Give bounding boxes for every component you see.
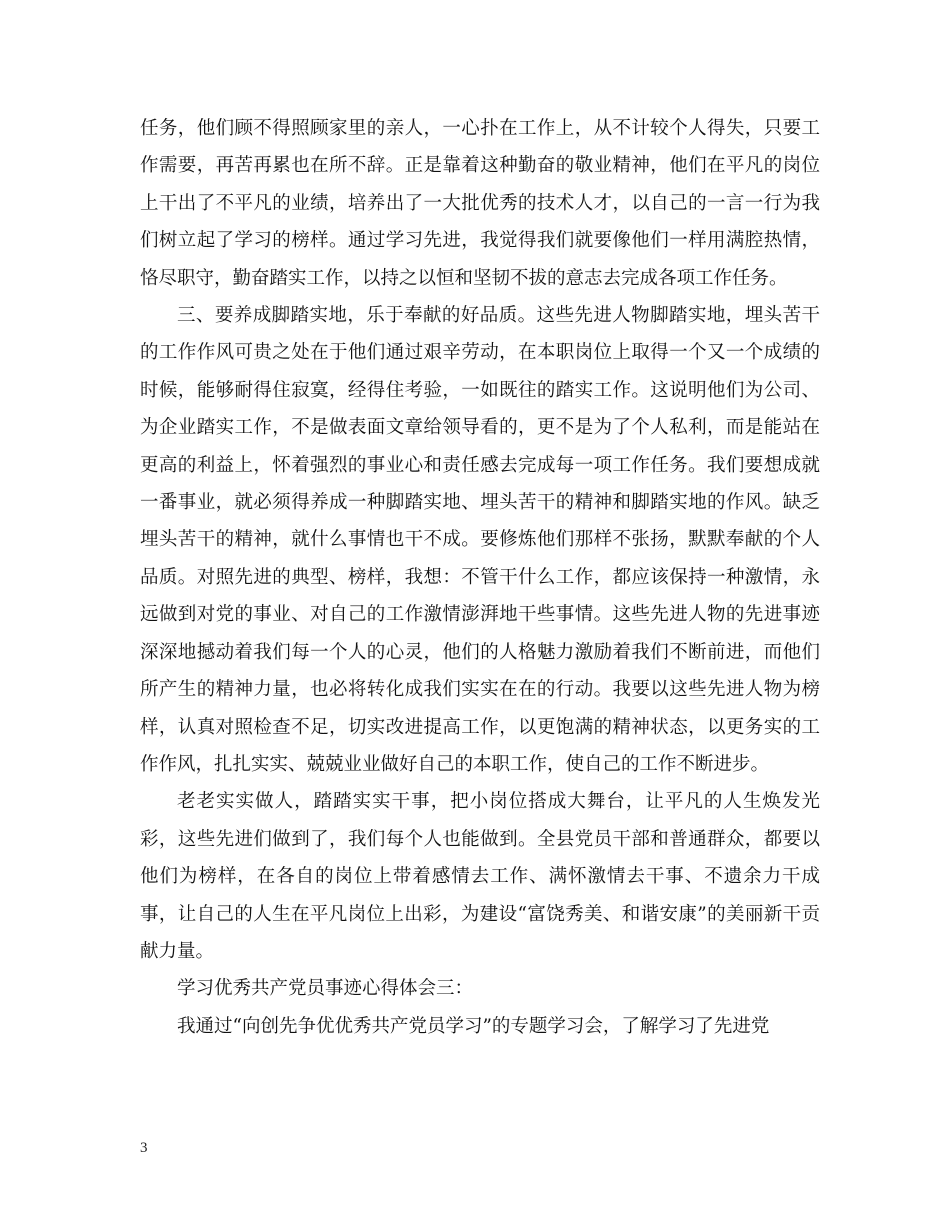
paragraph-intro: 我通过“向创先争优优秀共产党员学习”的专题学习会，了解学习了先进党: [177, 1015, 770, 1037]
paragraph-continuation: 任务，他们顾不得照顾家里的亲人，一心扑在工作上，从不计较个人得失，只要工作需要，再苦再累也在所不辞。正是靠着这种勤奋的敬业精神，他们在平凡的岗位上干出了不平凡的业绩，培养出了一大批优秀的技术人才，以自己的一言一行为我们树立起了学习的榜样。通过学习先进，我觉得我们就要像他们一样用满腔热情，恪尽职守，勤奋踏实工作，以持之以恒和坚韧不拔的意志去完成各项工作任务。: [140, 118, 820, 289]
page-number: 3: [140, 1140, 148, 1156]
document-body: [140, 110, 820, 1045]
section-heading: 学习优秀共产党员事迹心得体会三：: [177, 978, 474, 1000]
paragraph-section-three: 三、要养成脚踏实地，乐于奉献的好品质。这些先进人物脚踏实地，埋头苦干的工作作风可贵之处在于他们通过艰辛劳动，在本职岗位上取得一个又一个成绩的时候，能够耐得住寂寞，经得住考验，一如既往的踏实工作。这说明他们为公司、为企业踏实工作，不是做表面文章给领导看的，更不是为了个人私利，而是能站在更高的利益上，怀着强烈的事业心和责任感去完成每一项工作任务。我们要想成就一番事业，就必须得养成一种脚踏实地、埋头苦干的精神和脚踏实地的作风。缺乏埋头苦干的精神，就什么事情也干不成。要修炼他们那样不张扬，默默奉献的个人品质。对照先进的典型、榜样，我想：不管干什么工作，都应该保持一种激情，永远做到对党的事业、对自己的工作激情澎湃地干些事情。这些先进人物的先进事迹深深地撼动着我们每一个人的心灵，他们的人格魅力激励着我们不断前进，而他们所产生的精神力量，也必将转化成我们实实在在的行动。我要以这些先进人物为榜样，认真对照检查不足，切实改进提高工作，以更饱满的精神状态，以更务实的工作作风，扎扎实实、兢兢业业做好自己的本职工作，使自己的工作不断进步。: [140, 305, 820, 775]
paragraph-conclusion: 老老实实做人，踏踏实实干事，把小岗位搭成大舞台，让平凡的人生焕发光彩，这些先进们做到了，我们每个人也能做到。全县党员干部和普通群众，都要以他们为榜样，在各自的岗位上带着感情去工作、满怀激情去干事、不遗余力干成事，让自己的人生在平凡岗位上出彩，为建设“富饶秀美、和谐安康”的美丽新干贡献力量。: [140, 791, 820, 962]
